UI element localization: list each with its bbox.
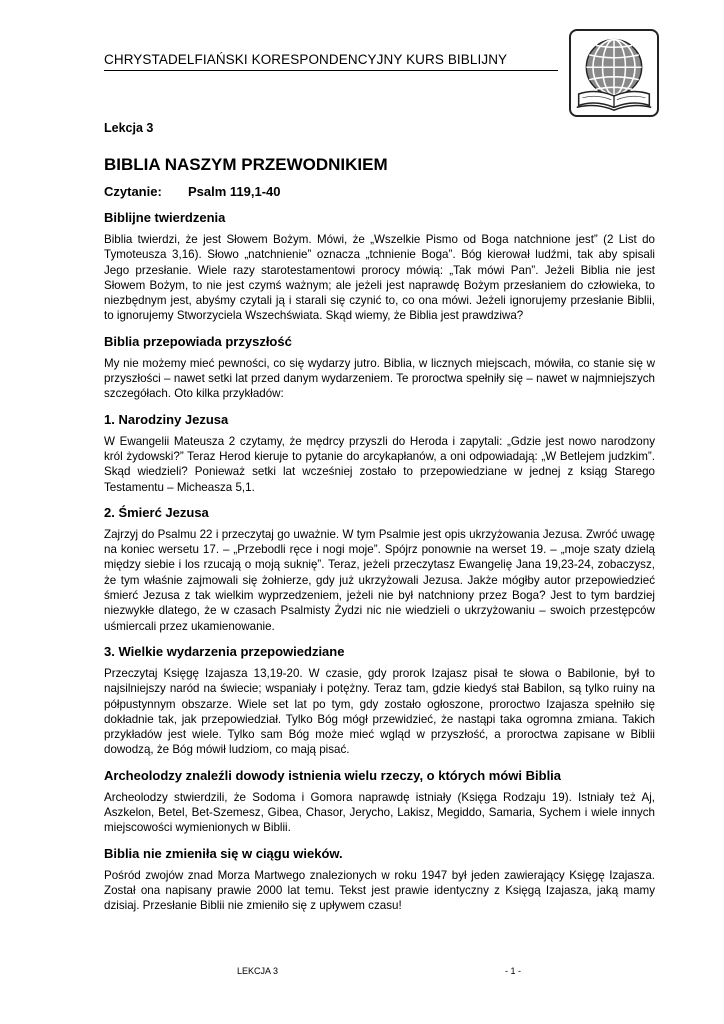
- section-heading: Biblijne twierdzenia: [104, 210, 226, 225]
- reading-value: Psalm 119,1-40: [188, 184, 281, 199]
- reading-line: [104, 184, 655, 200]
- section-heading: 1. Narodziny Jezusa: [104, 411, 229, 427]
- reading-label: Czytanie:: [104, 184, 162, 199]
- footer-lesson: LEKCJA 3: [237, 966, 279, 976]
- page-number: - 1 -: [505, 966, 522, 976]
- section-paragraph: Przeczytaj Księgę Izajasza 13,19-20. W czasie, gdy prorok Izajasz pisał te słowa o Babilonie, był to najsilniejszy naród na świecie; wspaniały i potężny. Teraz tam, gdzie kiedyś stał Babilon, są tylko ruiny na półpustynnym obszarze. Wiele set lat po tym, gdy zostało ogłoszone, proroctwo Izajasza spełniło się dokładnie tak, jak przepowiedział. Tylko Bóg mógł przewidzieć, że nastąpi taka ogromna zmiana. Takich przykładów jest wiele. Tylko sam Bóg może mieć wgląd w przyszłość, a proroctwa zapisane w Biblii dowodzą, że Bóg mówił ludziom, co mają pisać.: [104, 666, 655, 757]
- section-paragraph: My nie możemy mieć pewności, co się wydarzy jutro. Biblia, w licznych miejscach, mówiła, co stanie się w przyszłości – nawet setki lat przed danym wydarzeniem. Te proroctwa spełniły się – nawet w najmniejszych szczegółach. Oto kilka przykładów:: [104, 356, 655, 401]
- section-paragraph: Archeolodzy stwierdzili, że Sodoma i Gomora naprawdę istniały (Księga Rodzaju 19). Istniały też Aj, Aszkelon, Betel, Bet-Szemesz, Gibea, Chasor, Jerycho, Lakisz, Megiddo, Samaria, Sychem i wiele innych miejscowości wymienionych w Biblii.: [104, 790, 655, 835]
- section-paragraph: Biblia twierdzi, że jest Słowem Bożym. Mówi, że „Wszelkie Pismo od Boga natchnione jest” (2 List do Tymoteusza 3,16). Słowo „natchnienie” oznacza „tchnienie Boga”. Bóg kierował ludźmi, tak aby spisali Jego przesłanie. Wiele razy starotestamentowi prorocy mówią: „Tak mówi Pan”. Jeżeli Biblia nie jest Słowem Bożym, to nie jest czymś ważnym; ale jeżeli jest naprawdę Bożym przesłaniem do człowieka, to niezbędnym jest, abyśmy czytali ją i starali się czynić to, co ona mówi. Jeżeli ignorujemy przesłanie Biblii, to ignorujemy Stworzyciela Wszechświata. Skąd wiemy, że Biblia jest prawdziwa?: [104, 233, 655, 323]
- lesson-number: Lekcja 3: [104, 121, 154, 135]
- header-title: CHRYSTADELFIAŃSKI KORESPONDENCYJNY KURS BIBLIJNY: [104, 52, 508, 67]
- section-heading: 2. Śmierć Jezusa: [104, 504, 209, 520]
- globe-bible-logo-icon: [569, 29, 659, 117]
- header-divider: [104, 70, 558, 71]
- section-heading: Biblia nie zmieniła się w ciągu wieków.: [104, 845, 343, 861]
- section-paragraph: W Ewangelii Mateusza 2 czytamy, że mędrcy przyszli do Heroda i zapytali: „Gdzie jest nowo narodzony król żydowski?” Teraz Herod kieruje to pytanie do arcykapłanów, a oni odpowiadają: „W Betlejem judzkim”. Skąd wiedzieli? Ponieważ setki lat wcześniej zostało to przepowiedziane w jednej z ksiąg Starego Testamentu – Micheasza 5,1.: [104, 434, 655, 494]
- section-paragraph: Pośród zwojów znad Morza Martwego znalezionych w roku 1947 był jeden zawierający Księgę Izajasza. Został ona napisany prawie 2000 lat temu. Tekst jest prawie identyczny z Księgą Izajasza, jaką mamy dzisiaj. Przesłanie Biblii nie zmieniło się z upływem czasu!: [104, 868, 655, 913]
- section-heading: Biblia przepowiada przyszłość: [104, 333, 292, 349]
- section-heading: 3. Wielkie wydarzenia przepowiedziane: [104, 643, 345, 659]
- section-paragraph: Zajrzyj do Psalmu 22 i przeczytaj go uważnie. W tym Psalmie jest opis ukrzyżowania Jezusa. Zwróć uwagę na koniec wersetu 17. – „Przebodli ręce i nogi moje”. Spójrz ponownie na werset 19. – „moje szaty dzielą między siebie i los rzucają o moją suknię”. Teraz, jeżeli przeczytasz Ewangelię Jana 19,23-24, zobaczysz, że tym właśnie zajmowali się żołnierze, gdy już ukrzyżowali Jezusa. Jakże mógłby autor przepowiedzieć śmierć Jezusa z tak wielkim wyprzedzeniem, jeżeli nie był natchniony przez Boga? Jest to tym bardziej niezwykłe dlatego, że w czasach Psalmisty Żydzi nic nie wiedzieli o ukrzyżowaniu – swoich przestępców uśmiercali przez ukamienowanie.: [104, 527, 655, 633]
- section-heading: Archeolodzy znaleźli dowody istnienia wielu rzeczy, o których mówi Biblia: [104, 767, 562, 783]
- page-title: BIBLIA NASZYM PRZEWODNIKIEM: [104, 155, 388, 174]
- document-body: [104, 121, 655, 924]
